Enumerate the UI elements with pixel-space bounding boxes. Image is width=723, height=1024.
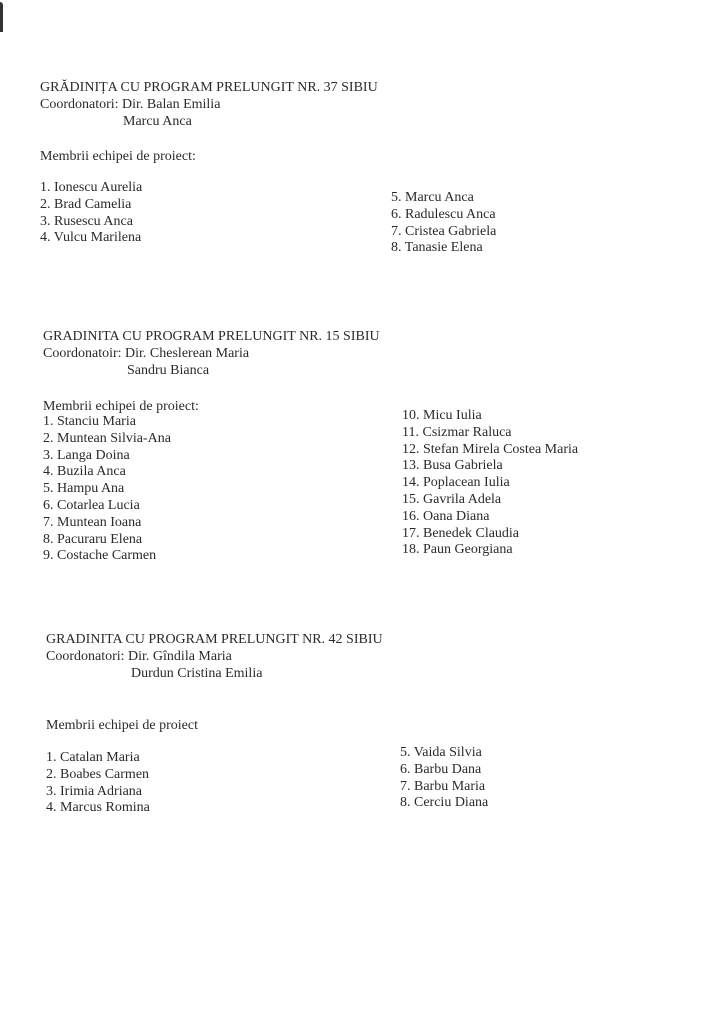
list-item: 8. Cerciu Diana [400, 795, 489, 811]
section-title: GRĂDINIȚA CU PROGRAM PRELUNGIT NR. 37 SIBIU [40, 80, 378, 95]
list-item: 13. Busa Gabriela [402, 458, 503, 474]
list-item: 6. Radulescu Anca [391, 206, 496, 222]
list-item: 5. Vaida Silvia [400, 745, 482, 760]
members-list-left [40, 180, 142, 247]
list-item: 7. Cristea Gabriela [391, 223, 497, 239]
list-item: 11. Csizmar Raluca [402, 424, 512, 440]
list-item: 4. Buzila Anca [43, 464, 126, 480]
list-item: 1. Stanciu Maria [43, 414, 136, 429]
members-label: Membrii echipei de proiect: [40, 149, 196, 164]
coordinator-second: Marcu Anca [123, 114, 192, 129]
section-title: GRADINITA CU PROGRAM PRELUNGIT NR. 42 SIBIU [46, 632, 383, 647]
coordinators-label: Coordonatoir: Dir. Cheslerean Maria [43, 346, 250, 361]
list-item: 17. Benedek Claudia [402, 525, 520, 541]
list-item: 3. Irimia Adriana [46, 783, 143, 799]
list-item: 2. Boabes Carmen [46, 766, 150, 782]
list-item: 4. Vulcu Marilena [40, 230, 142, 246]
list-item: 8. Tanasie Elena [391, 240, 483, 256]
list-item: 3. Langa Doina [43, 447, 130, 463]
members-list-right [402, 408, 578, 559]
list-item: 9. Costache Carmen [43, 548, 157, 564]
list-item: 4. Marcus Romina [46, 800, 150, 816]
list-item: 18. Paun Georgiana [402, 542, 513, 558]
coordinator-second: Durdun Cristina Emilia [131, 666, 263, 681]
list-item: 1. Catalan Maria [46, 750, 140, 765]
members-label: Membrii echipei de proiect [46, 718, 198, 733]
coordinator-second: Sandru Bianca [127, 363, 210, 378]
coordinators-label: Coordonatori: Dir. Balan Emilia [40, 97, 221, 112]
list-item: 6. Barbu Dana [400, 761, 482, 777]
list-item: 16. Oana Diana [402, 508, 490, 524]
list-item: 8. Pacuraru Elena [43, 531, 143, 547]
list-item: 12. Stefan Mirela Costea Maria [402, 441, 579, 457]
members-list-left [46, 750, 150, 817]
list-item: 3. Rusescu Anca [40, 213, 133, 229]
list-item: 5. Marcu Anca [391, 190, 474, 205]
list-item: 6. Cotarlea Lucia [43, 497, 140, 513]
members-list-right [391, 190, 496, 257]
list-item: 1. Ionescu Aurelia [40, 180, 143, 195]
members-label: Membrii echipei de proiect: [43, 399, 199, 414]
list-item: 14. Poplacean Iulia [402, 475, 510, 491]
list-item: 15. Gavrila Adela [402, 491, 502, 507]
list-item: 5. Hampu Ana [43, 481, 125, 497]
list-item: 7. Muntean Ioana [43, 514, 142, 530]
members-list-right [400, 745, 488, 812]
coordinators-label: Coordonatori: Dir. Gîndila Maria [46, 649, 232, 664]
scan-edge-mark [0, 2, 3, 32]
list-item: 2. Brad Camelia [40, 196, 132, 212]
list-item: 7. Barbu Maria [400, 778, 486, 794]
list-item: 2. Muntean Silvia-Ana [43, 430, 171, 446]
section-title: GRADINITA CU PROGRAM PRELUNGIT NR. 15 SIBIU [43, 329, 380, 344]
members-list-left [43, 414, 171, 565]
list-item: 10. Micu Iulia [402, 408, 482, 423]
